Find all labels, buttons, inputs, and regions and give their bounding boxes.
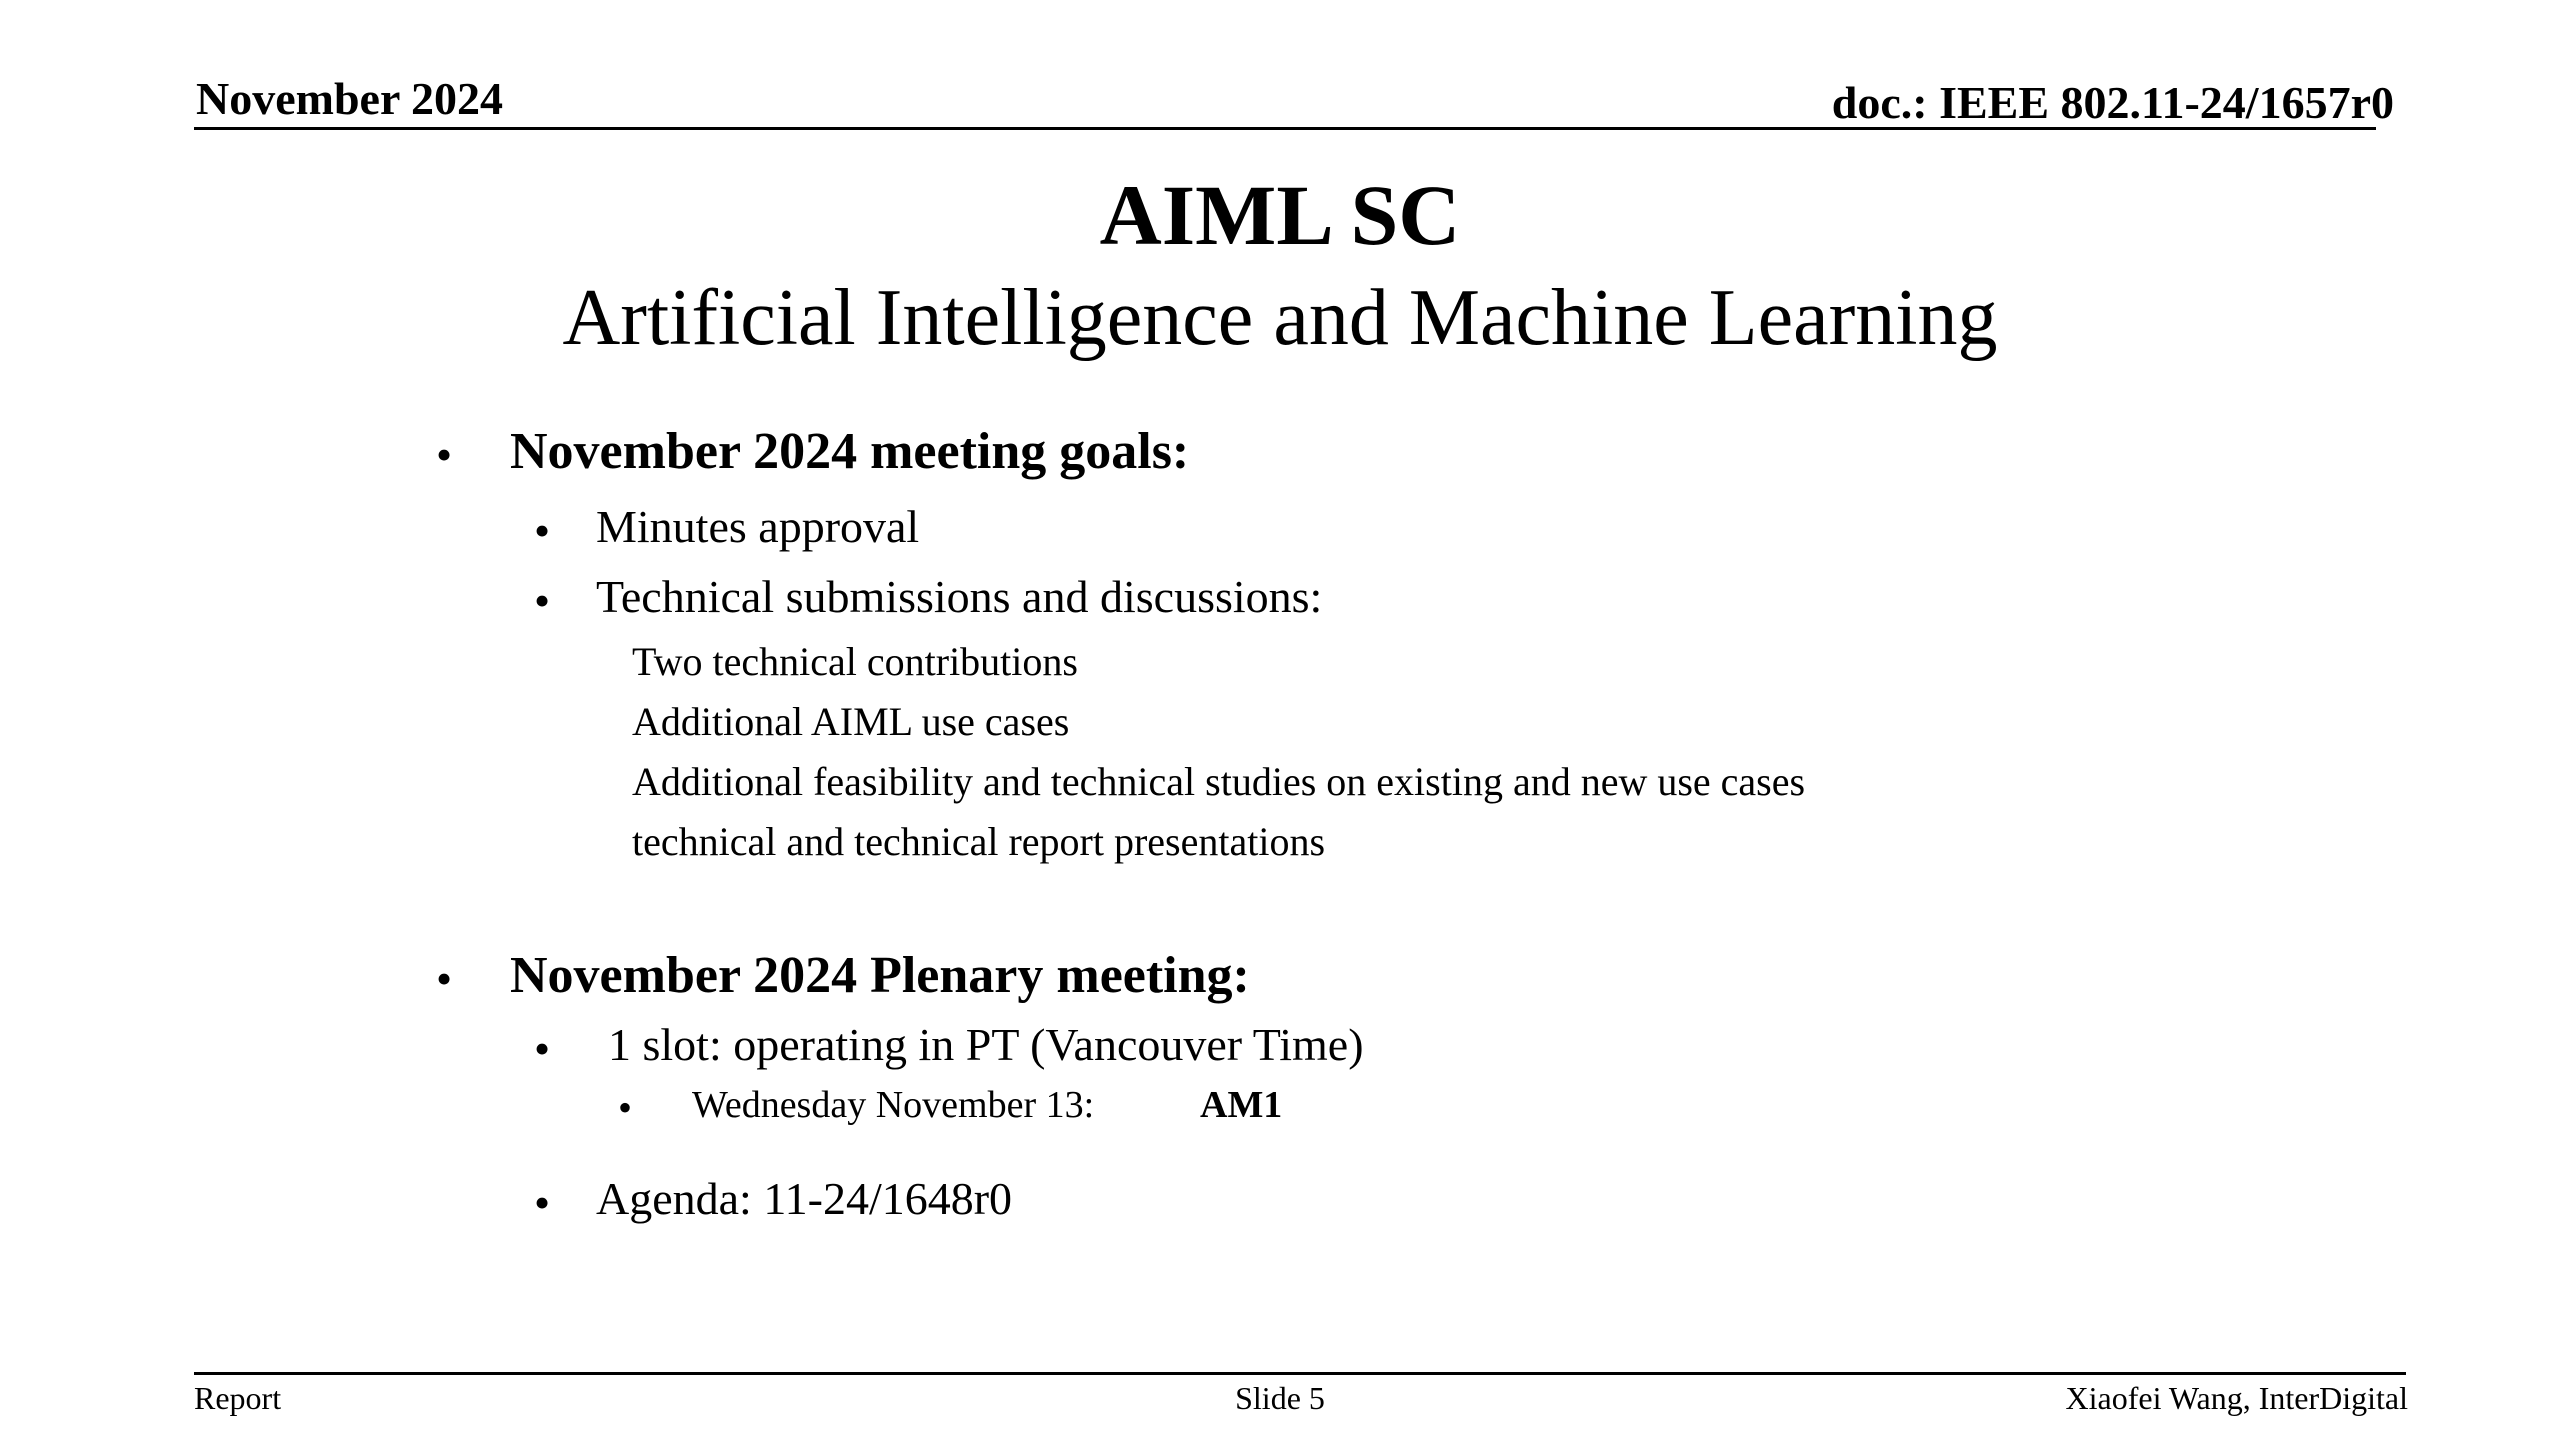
header-doc-id: doc.: IEEE 802.11-24/1657r0 — [1831, 77, 2394, 128]
bullet-glyph: • — [534, 1177, 551, 1228]
slide-title: AIML SC — [1099, 167, 1461, 263]
bullet-glyph: • — [534, 575, 551, 626]
goals-sub-item: Additional AIML use cases — [632, 699, 1070, 744]
goals-item-minutes: Minutes approval — [596, 501, 920, 552]
goals-heading: November 2024 meeting goals: — [510, 423, 1190, 480]
plenary-agenda: Agenda: 11-24/1648r0 — [596, 1173, 1013, 1224]
bullet-glyph: • — [534, 505, 551, 556]
goals-sub-item: Additional feasibility and technical studies on existing and new use cases — [632, 759, 1806, 804]
bullet-glyph: • — [436, 953, 453, 1004]
footer-author: Xiaofei Wang, InterDigital — [2065, 1380, 2408, 1416]
slide-number: Slide 5 — [1235, 1380, 1325, 1416]
plenary-slot: 1 slot: operating in PT (Vancouver Time) — [608, 1019, 1364, 1070]
plenary-slot-time: AM1 — [1200, 1084, 1283, 1126]
bullet-glyph: • — [436, 429, 453, 480]
header-date: November 2024 — [196, 73, 504, 124]
header-divider — [194, 127, 2376, 130]
footer-divider — [194, 1372, 2406, 1375]
goals-sub-item: technical and technical report presentations — [632, 819, 1326, 864]
goals-item-technical: Technical submissions and discussions: — [596, 571, 1323, 622]
footer-left: Report — [194, 1380, 282, 1416]
bullet-glyph: • — [618, 1085, 633, 1130]
bullet-glyph: • — [534, 1023, 551, 1074]
plenary-heading: November 2024 Plenary meeting: — [510, 947, 1250, 1004]
plenary-slot-day: Wednesday November 13: — [692, 1084, 1095, 1126]
goals-sub-item: Two technical contributions — [632, 639, 1078, 684]
slide-subtitle: Artificial Intelligence and Machine Learning — [562, 274, 1998, 362]
